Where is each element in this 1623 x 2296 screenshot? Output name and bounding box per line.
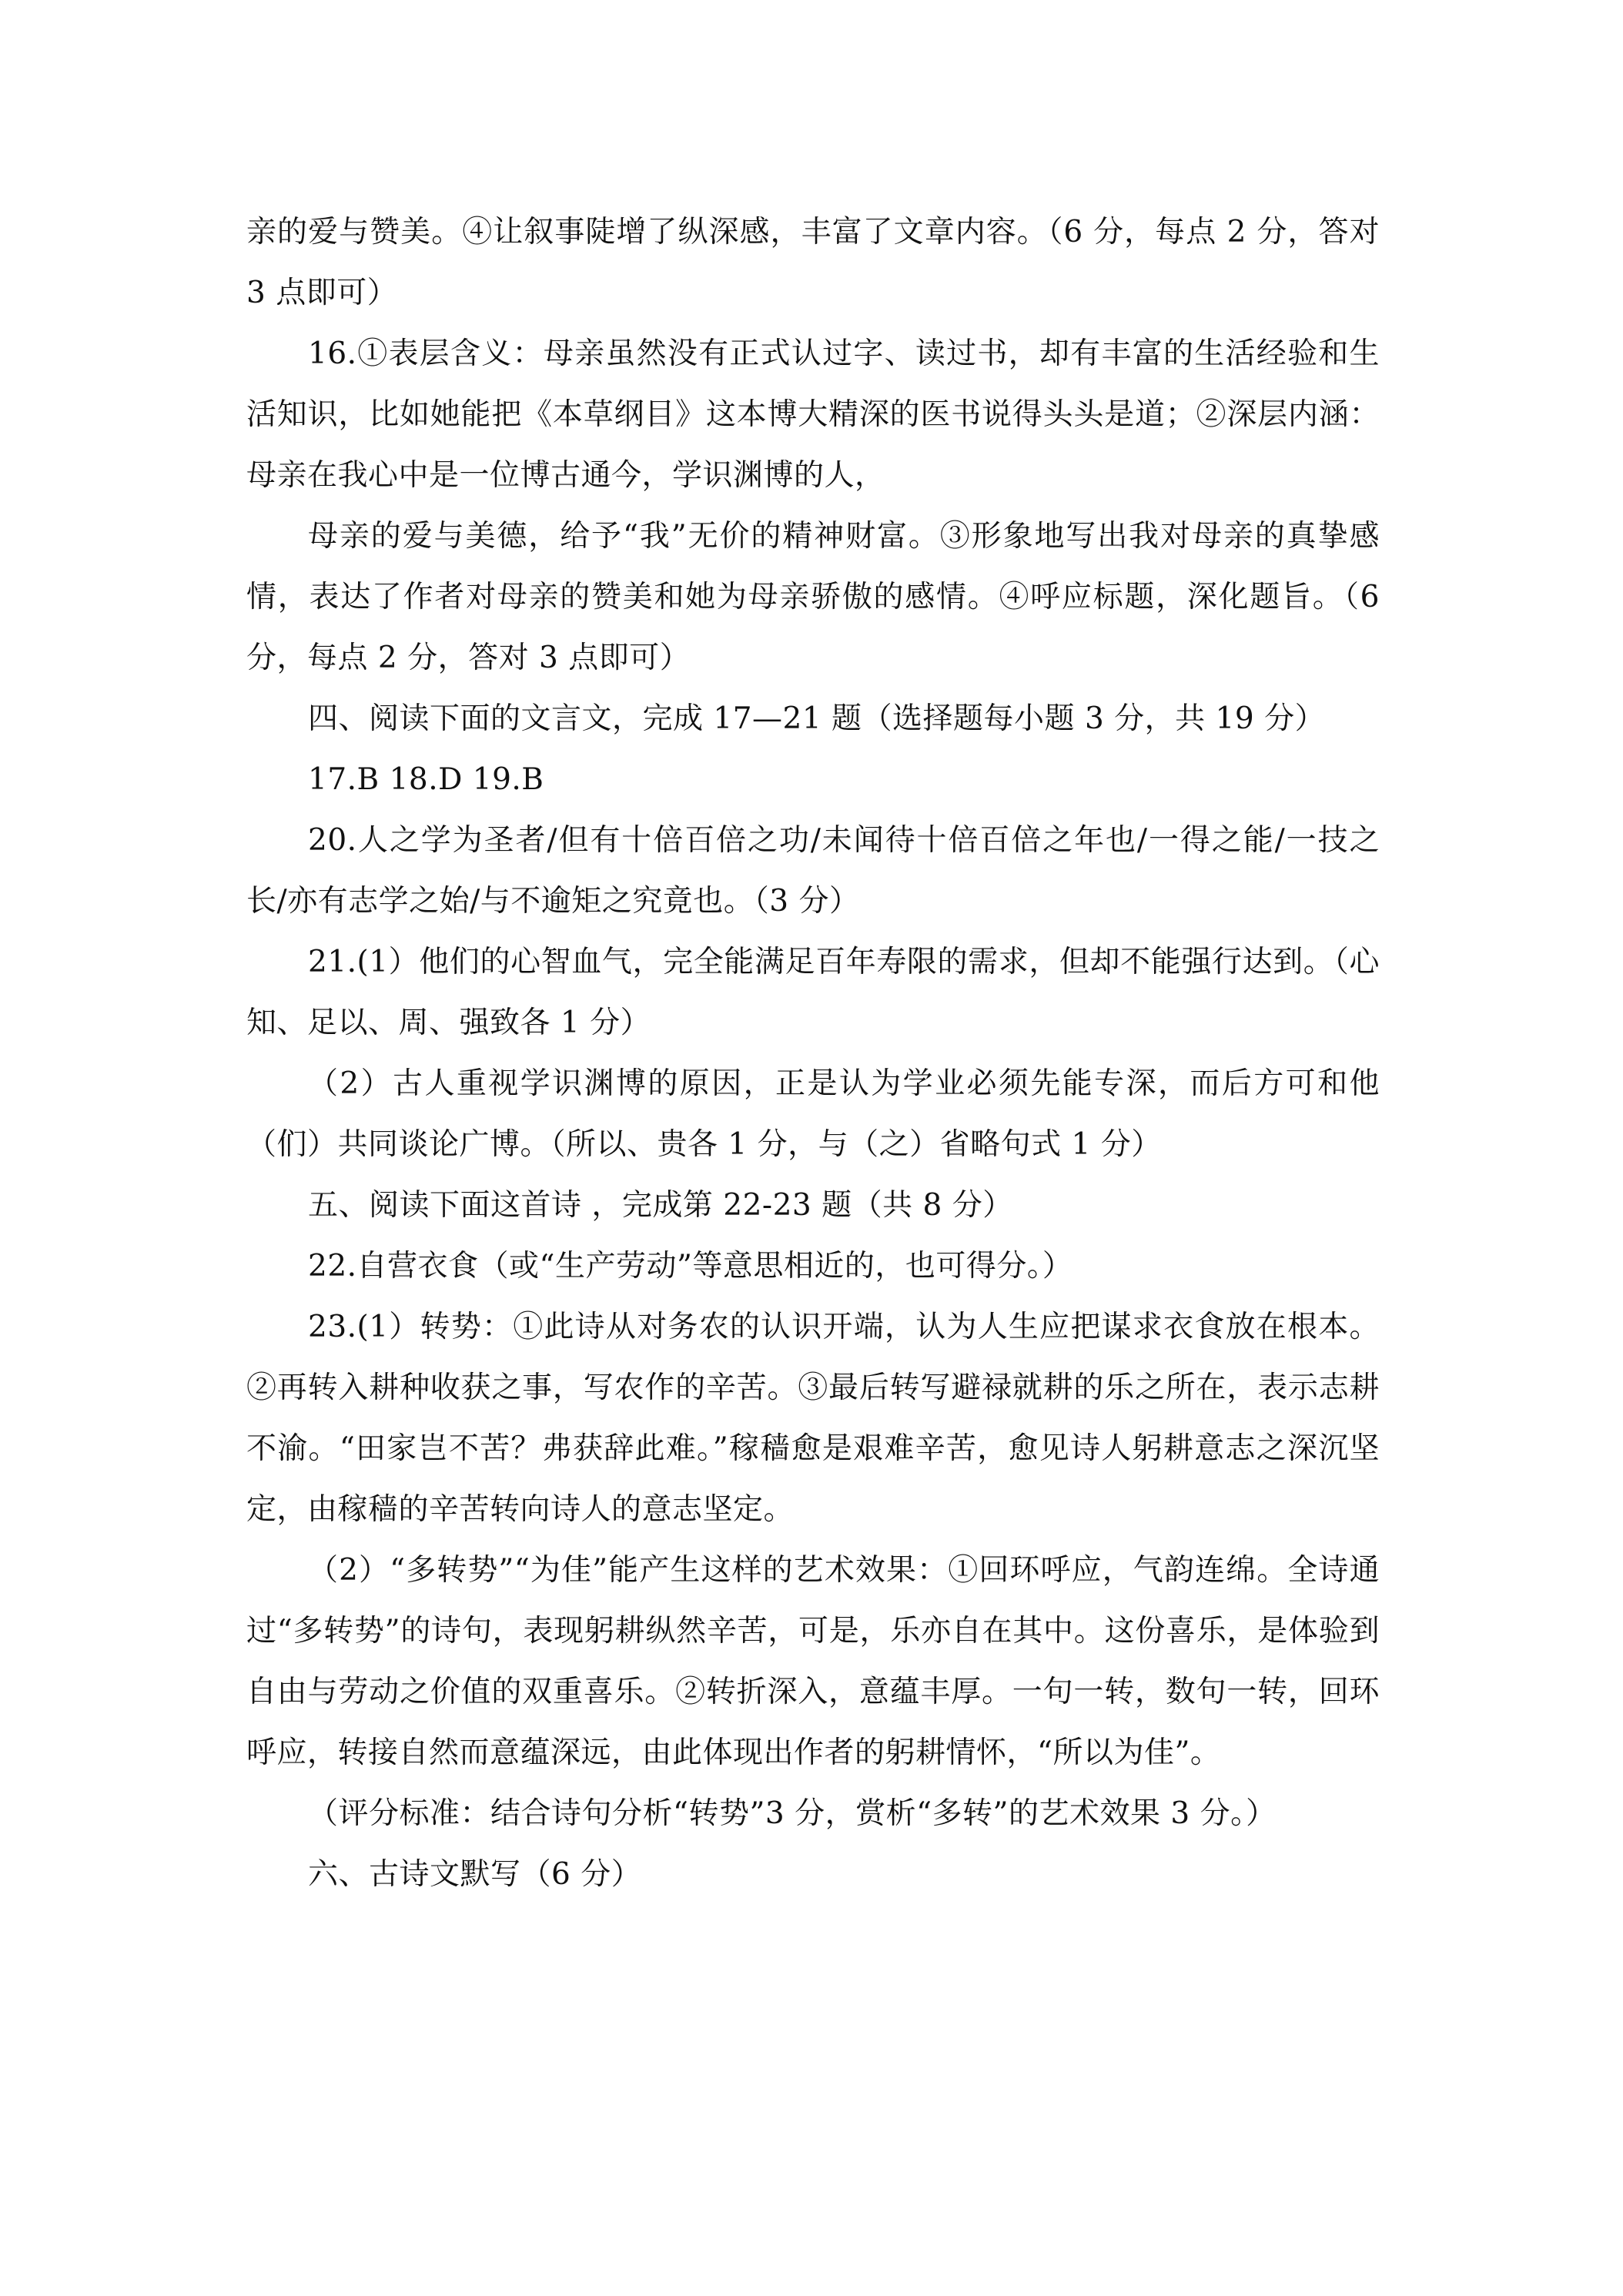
- document-page: [246, 202, 1380, 1905]
- answer-23-part-2: （2）“多转势”“为佳”能产生这样的艺术效果：①回环呼应，气韵连绵。全诗通过“多转势”的诗句，表现躬耕纵然辛苦，可是，乐亦自在其中。这份喜乐，是体验到自由与劳动之价值的双重喜乐。②转折深入，意蕴丰厚。一句一转，数句一转，回环呼应，转接自然而意蕴深远，由此体现出作者的躬耕情怀，“所以为佳”。: [246, 1553, 1380, 1770]
- section-heading-recitation: 六、古诗文默写（6 分）: [308, 1857, 642, 1892]
- answer-21-part-1: 21.(1）他们的心智血气，完全能满足百年寿限的需求，但却不能强行达到。（心知、足以、周、强致各 1 分）: [246, 945, 1380, 1040]
- answer-22: 22.自营衣食（或“生产劳动”等意思相近的，也可得分。）: [308, 1249, 1073, 1284]
- answer-23-part-1: 23.(1）转势：①此诗从对务农的认识开端，认为人生应把谋求衣食放在根本。②再转入耕种收获之事，写农作的辛苦。③最后转写避禄就耕的乐之所在，表示志耕不渝。“田家岂不苦？弗获辞此难。”稼穑愈是艰难辛苦，愈见诗人躬耕意志之深沉坚定，由稼穑的辛苦转向诗人的意志坚定。: [246, 1310, 1380, 1527]
- answer-20: 20.人之学为圣者/但有十倍百倍之功/未闻待十倍百倍之年也/一得之能/一技之长/亦有志学之始/与不逾矩之究竟也。（3 分）: [246, 823, 1380, 919]
- section-heading-classical-chinese: 四、阅读下面的文言文，完成 17—21 题（选择题每小题 3 分，共 19 分）: [308, 701, 1326, 736]
- answer-paragraph-16: 16.①表层含义：母亲虽然没有正式认过字、读过书，却有丰富的生活经验和生活知识，比如她能把《本草纲目》这本博大精深的医书说得头头是道；②深层内涵：母亲在我心中是一位博古通今，学识渊博的人，: [246, 336, 1380, 493]
- answer-17-19: 17.B 18.D 19.B: [308, 762, 544, 797]
- answer-21-part-2: （2）古人重视学识渊博的原因，正是认为学业必须先能专深，而后方可和他（们）共同谈论广博。（所以、贵各 1 分，与（之）省略句式 1 分）: [246, 1066, 1380, 1162]
- scoring-criteria: （评分标准：结合诗句分析“转势”3 分，赏析“多转”的艺术效果 3 分。）: [308, 1796, 1277, 1831]
- answer-paragraph-16-continued: 母亲的爱与美德，给予“我”无价的精神财富。③形象地写出我对母亲的真挚感情，表达了作者对母亲的赞美和她为母亲骄傲的感情。④呼应标题，深化题旨。（6 分，每点 2 分，答对 3 点即可）: [246, 519, 1380, 675]
- answer-paragraph-15-continued: 亲的爱与赞美。④让叙事陡增了纵深感，丰富了文章内容。（6 分，每点 2 分，答对 3 点即可）: [246, 215, 1380, 310]
- section-heading-poem: 五、阅读下面这首诗 ，完成第 22-23 题（共 8 分）: [308, 1188, 1013, 1223]
